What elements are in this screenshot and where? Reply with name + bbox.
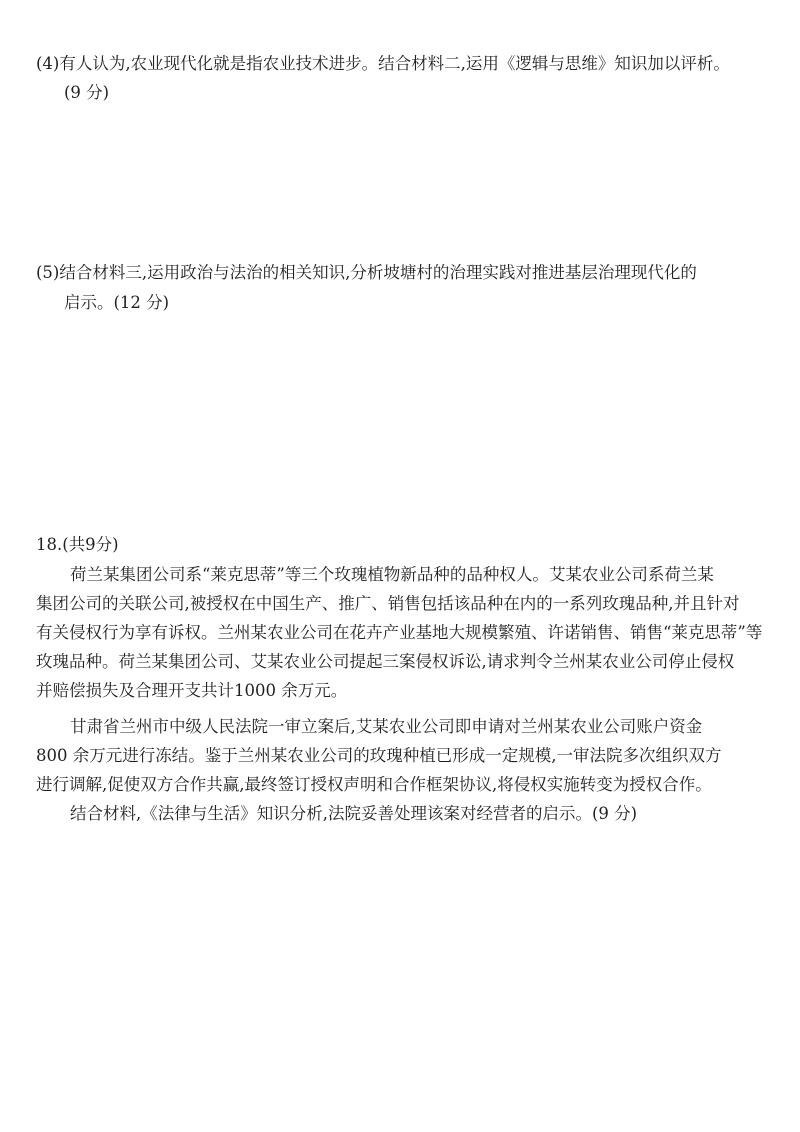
question-4-text-line-1: (4)有人认为,农业现代化就是指农业技术进步。结合材料二,运用《逻辑与思维》知识加以评析。 <box>36 54 730 73</box>
question-18-prompt: 结合材料,《法律与生活》知识分析,法院妥善处理该案对经营者的启示。(9 分) <box>70 804 638 823</box>
question-18-material-line: 并赔偿损失及合理开支共计1000 余万元。 <box>36 681 348 700</box>
question-18-material-line: 进行调解,促使双方合作共赢,最终签订授权声明和合作框架协议,将侵权实施转变为授权合作。 <box>36 775 712 794</box>
question-18-material-line: 有关侵权行为享有诉权。兰州某农业公司在花卉产业基地大规模繁殖、许诺销售、销售“莱克思蒂”等 <box>36 623 763 642</box>
question-18-heading: 18.(共9分) <box>36 535 119 554</box>
question-18-material-line: 玫瑰品种。荷兰某集团公司、艾某农业公司提起三案侵权诉讼,请求判令兰州某农业公司停止侵权 <box>36 652 735 671</box>
question-18-material-line: 甘肃省兰州市中级人民法院一审立案后,艾某农业公司即申请对兰州某农业公司账户资金 <box>70 717 703 736</box>
question-18-material-line: 集团公司的关联公司,被授权在中国生产、推广、销售包括该品种在内的一系列玫瑰品种,并且针对 <box>36 594 740 613</box>
question-5-text-line-2: 启示。(12 分) <box>64 293 170 312</box>
question-18-material-line: 800 余万元进行冻结。鉴于兰州某农业公司的玫瑰种植已形成一定规模,一审法院多次组织双方 <box>36 746 722 765</box>
question-5-text-line-1: (5)结合材料三,运用政治与法治的相关知识,分析坡塘村的治理实践对推进基层治理现代化的 <box>36 263 697 282</box>
question-18-material-line: 荷兰某集团公司系“莱克思蒂”等三个玫瑰植物新品种的品种权人。艾某农业公司系荷兰某 <box>70 565 714 584</box>
question-4-text-line-2: (9 分) <box>64 83 110 102</box>
